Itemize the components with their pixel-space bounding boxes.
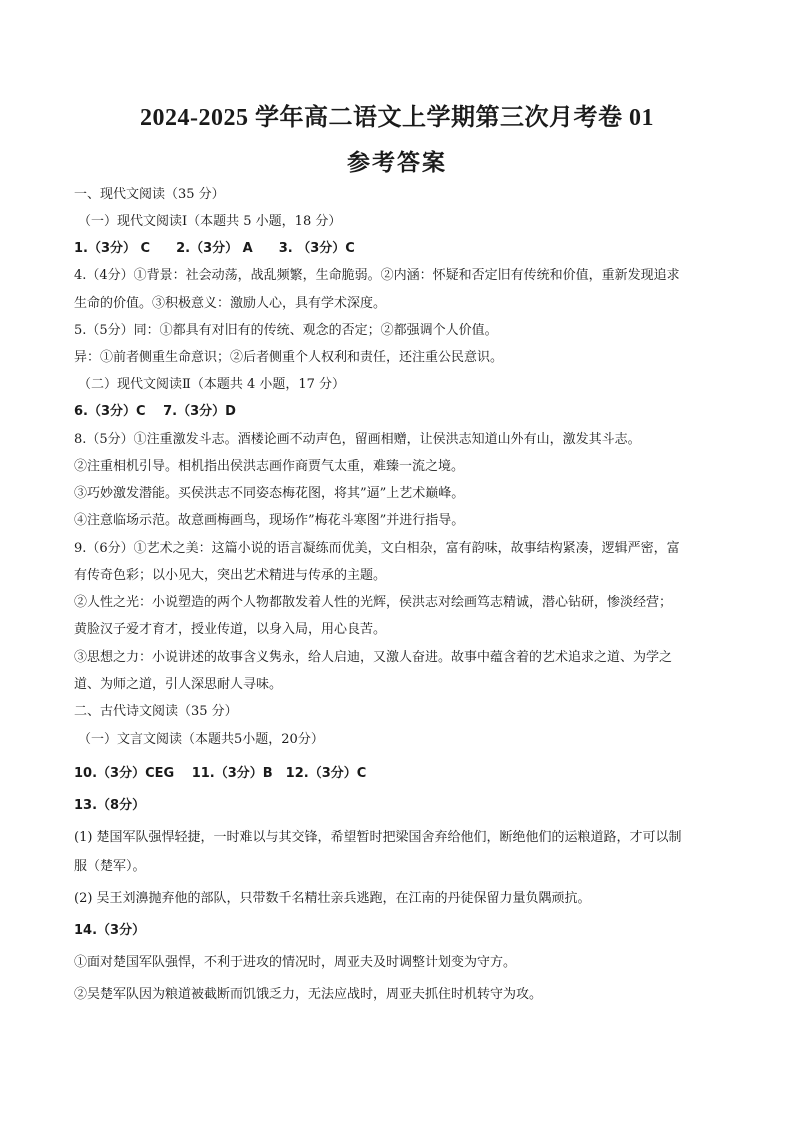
page-title: 2024-2025 学年高二语文上学期第三次月考卷 01 xyxy=(140,105,654,131)
answer-line: ④注意临场示范。故意画梅画鸟，现场作”梅花斗寒图”并进行指导。 xyxy=(74,513,465,528)
answer-line: 10.（3分）CEG 11.（3分）B 12.（3分）C xyxy=(74,766,367,781)
answer-line: 道、为师之道，引人深思耐人寻味。 xyxy=(74,677,283,692)
answer-line: (1) 楚国军队强悍轻捷，一时难以与其交锋，希望暂时把梁国舍弃给他们，断绝他们的运粮道路，才可以制 xyxy=(74,830,682,845)
answer-line: 14.（3分） xyxy=(74,923,146,938)
answer-line: 生命的价值。③积极意义：激励人心，具有学术深度。 xyxy=(74,296,387,311)
answer-line: 有传奇色彩；以小见大，突出艺术精进与传承的主题。 xyxy=(74,568,387,583)
answer-line: ①面对楚国军队强悍，不利于进攻的情况时，周亚夫及时调整计划变为守方。 xyxy=(74,955,517,970)
subsection-heading: （一）文言文阅读（本题共5小题，20分） xyxy=(78,732,324,747)
answer-line: ②人性之光：小说塑造的两个人物都散发着人性的光辉，侯洪志对绘画笃志精诚，潜心钻研，惨淡经营； xyxy=(74,595,673,610)
answer-line: 6.（3分）C 7.（3分）D xyxy=(74,404,236,419)
answer-line: 8.（5分）①注重激发斗志。酒楼论画不动声色，留画相赠，让侯洪志知道山外有山，激发其斗志。 xyxy=(74,432,641,447)
answer-line: ③思想之力：小说讲述的故事含义隽永，给人启迪，又激人奋进。故事中蕴含着的艺术追求之道、为学之 xyxy=(74,650,673,665)
answer-line: 5.（5分）同：①都具有对旧有的传统、观念的否定；②都强调个人价值。 xyxy=(74,323,498,338)
section-heading: 一、现代文阅读（35 分） xyxy=(74,187,225,202)
answer-line: 13.（8分） xyxy=(74,798,146,813)
answer-line: 9.（6分）①艺术之美：这篇小说的语言凝练而优美，文白相杂，富有韵味，故事结构紧凑，逻辑严密，富 xyxy=(74,541,680,556)
answer-line: 1.（3分） C 2.（3分） A 3. （3分）C xyxy=(74,241,355,256)
answer-line: 黄脸汉子爱才育才，授业传道，以身入局，用心良苦。 xyxy=(74,622,387,637)
subsection-heading: （二）现代文阅读Ⅱ（本题共 4 小题，17 分） xyxy=(78,377,346,392)
answer-line: ③巧妙激发潜能。买侯洪志不同姿态梅花图，将其”逼”上艺术巅峰。 xyxy=(74,486,465,501)
section-heading: 二、古代诗文阅读（35 分） xyxy=(74,704,238,719)
answer-line: ②吴楚军队因为粮道被截断而饥饿乏力，无法应战时，周亚夫抓住时机转守为攻。 xyxy=(74,987,543,1002)
answer-line: 服（楚军）。 xyxy=(74,859,146,874)
answer-line: ②注重相机引导。相机指出侯洪志画作商贾气太重，难臻一流之境。 xyxy=(74,459,465,474)
subsection-heading: （一）现代文阅读Ⅰ（本题共 5 小题，18 分） xyxy=(78,214,342,229)
answer-line: 异：①前者侧重生命意识；②后者侧重个人权利和责任，还注重公民意识。 xyxy=(74,350,504,365)
answer-line: (2) 吴王刘濞抛弃他的部队，只带数千名精壮亲兵逃跑，在江南的丹徒保留力量负隅顽抗。 xyxy=(74,891,591,906)
page-subtitle: 参考答案 xyxy=(347,150,447,175)
answer-line: 4.（4分）①背景：社会动荡，战乱频繁，生命脆弱。②内涵：怀疑和否定旧有传统和价值，重新发现追求 xyxy=(74,268,680,283)
